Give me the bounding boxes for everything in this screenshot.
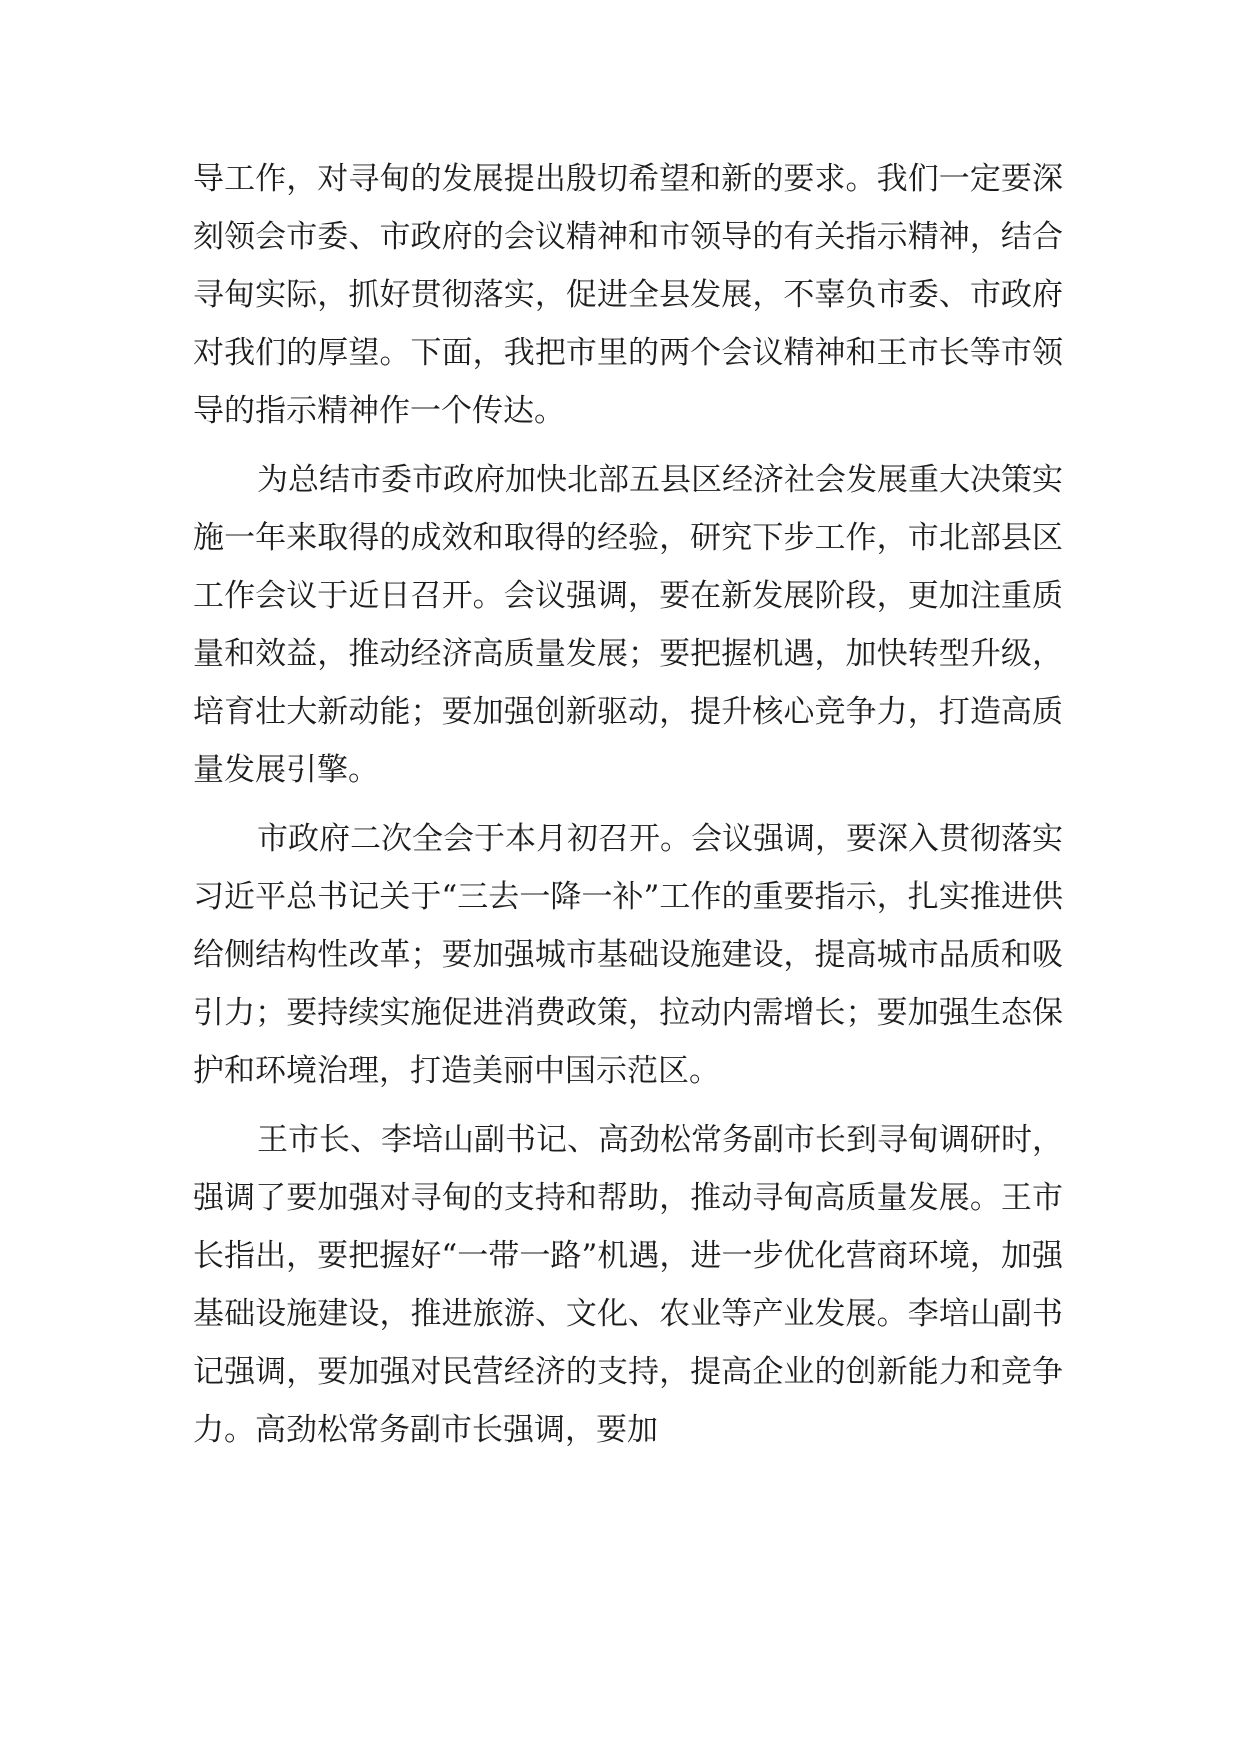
paragraph-continued: 导工作，对寻甸的发展提出殷切希望和新的要求。我们一定要深刻领会市委、市政府的会议精神和市领导的有关指示精神，结合寻甸实际，抓好贯彻落实，促进全县发展，不辜负市委、市政府对我们的厚望。下面，我把市里的两个会议精神和王市长等市领导的指示精神作一个传达。 bbox=[193, 161, 1063, 429]
paragraph-leaders-visit: 王市长、李培山副书记、高劲松常务副市长到寻甸调研时，强调了要加强对寻甸的支持和帮助，推动寻甸高质量发展。王市长指出，要把握好“一带一路”机遇，进一步优化营商环境，加强基础设施建设，推进旅游、文化、农业等产业发展。李培山副书记强调，要加强对民营经济的支持，提高企业的创新能力和竞争力。高劲松常务副市长强调，要加 bbox=[193, 1122, 1063, 1448]
paragraph-northern-counties-meeting: 为总结市委市政府加快北部五县区经济社会发展重大决策实施一年来取得的成效和取得的经验，研究下步工作，市北部县区工作会议于近日召开。会议强调，要在新发展阶段，更加注重质量和效益，推动经济高质量发展；要把握机遇，加快转型升级，培育壮大新动能；要加强创新驱动，提升核心竞争力，打造高质量发展引擎。 bbox=[193, 462, 1063, 788]
document-body bbox=[193, 150, 1063, 1459]
paragraph-government-plenary: 市政府二次全会于本月初召开。会议强调，要深入贯彻落实习近平总书记关于“三去一降一补”工作的重要指示，扎实推进供给侧结构性改革；要加强城市基础设施建设，提高城市品质和吸引力；要持续实施促进消费政策，拉动内需增长；要加强生态保护和环境治理，打造美丽中国示范区。 bbox=[193, 821, 1063, 1089]
